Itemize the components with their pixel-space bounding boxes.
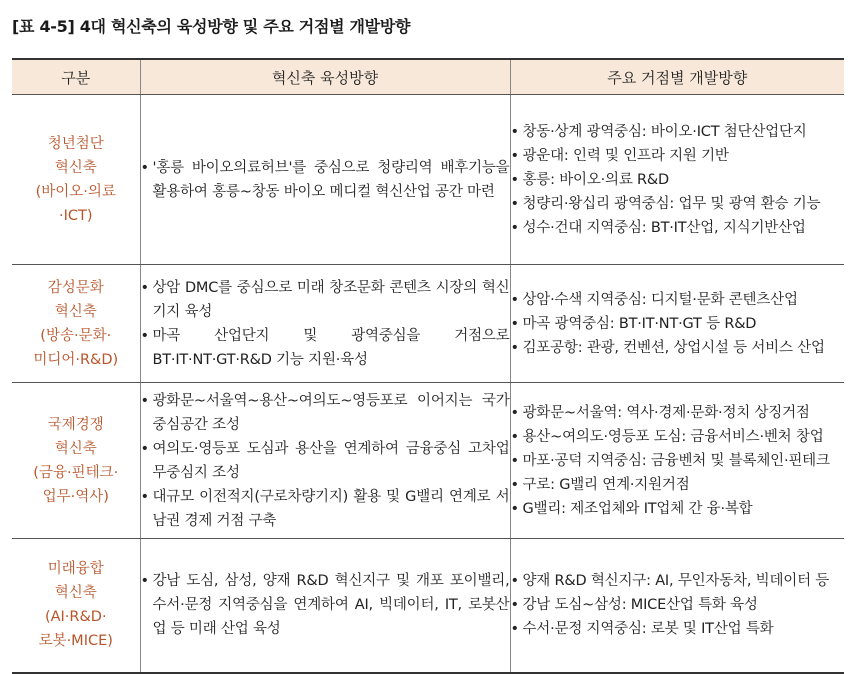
category-line: 혁신축 bbox=[54, 585, 97, 602]
category-line: (바이오·의료 bbox=[35, 183, 116, 200]
category-line: 혁신축 bbox=[54, 440, 97, 457]
direction-item: • 상암 DMC를 중심으로 미래 창조문화 콘텐츠 시장의 혁신기지 육성 bbox=[141, 276, 510, 324]
directions-cell bbox=[140, 95, 510, 265]
category-cell bbox=[12, 265, 140, 383]
category-line: 업무·역사) bbox=[42, 488, 109, 505]
category-line: (방송·문화· bbox=[40, 327, 112, 344]
category-line: 혁신축 bbox=[54, 159, 97, 176]
direction-item: • 여의도·영등포 도심과 용산을 연계하여 금융중심 고차업무중심지 조성 bbox=[141, 437, 510, 485]
category-line: 국제경쟁 bbox=[47, 416, 104, 433]
category-cell bbox=[12, 95, 140, 265]
hub-item: • 김포공항: 관광, 컨벤션, 상업시설 등 서비스 산업 bbox=[511, 336, 845, 360]
category-line: 감성문화 bbox=[47, 279, 104, 296]
direction-item: • 광화문~서울역~용산~여의도~영등포로 이어지는 국가중심공간 조성 bbox=[141, 389, 510, 437]
table-row bbox=[12, 383, 844, 539]
hub-item: • 수서·문정 지역중심: 로봇 및 IT산업 특화 bbox=[511, 617, 845, 641]
header-category: 구분 bbox=[12, 59, 140, 95]
category-line: 로봇·MICE) bbox=[38, 633, 113, 650]
category-cell bbox=[12, 539, 140, 673]
hub-item: • 양재 R&D 혁신지구: AI, 무인자동차, 빅데이터 등 bbox=[511, 569, 845, 593]
hub-item: • 마곡 광역중심: BT·IT·NT·GT 등 R&D bbox=[511, 312, 845, 336]
hub-item: • 용산~여의도·영등포 도심: 금융서비스·벤처 창업 bbox=[511, 425, 845, 449]
hubs-cell bbox=[510, 265, 844, 383]
table-caption: [표 4-5] 4대 혁신축의 육성방향 및 주요 거점별 개발방향 bbox=[12, 17, 411, 36]
hub-item: • G밸리: 제조업체와 IT업체 간 융·복합 bbox=[511, 497, 845, 521]
header-hubs: 주요 거점별 개발방향 bbox=[510, 59, 844, 95]
category-line: 미디어·R&D) bbox=[33, 351, 119, 368]
hub-item: • 창동·상계 광역중심: 바이오·ICT 첨단산업단지 bbox=[511, 120, 845, 144]
hub-item: • 광운대: 인력 및 인프라 지원 기반 bbox=[511, 144, 845, 168]
directions-cell bbox=[140, 265, 510, 383]
directions-cell bbox=[140, 539, 510, 673]
hub-item: • 홍릉: 바이오·의료 R&D bbox=[511, 168, 845, 192]
table-row bbox=[12, 265, 844, 383]
table-row bbox=[12, 539, 844, 673]
category-cell bbox=[12, 383, 140, 539]
hub-item: • 청량리·왕십리 광역중심: 업무 및 광역 환승 기능 bbox=[511, 192, 845, 216]
direction-item: • 강남 도심, 삼성, 양재 R&D 혁신지구 및 개포 포이밸리, 수서·문정 지역중심을 연계하여 AI, 빅데이터, IT, 로봇산업 등 미래 산업 육성 bbox=[141, 569, 510, 641]
hub-item: • 구로: G밸리 연계·지원거점 bbox=[511, 473, 845, 497]
category-line: 청년첨단 bbox=[47, 135, 104, 152]
directions-cell bbox=[140, 383, 510, 539]
direction-item: • 마곡 산업단지 및 광역중심을 거점으로 BT·IT·NT·GT·R&D 기능 지원·육성 bbox=[141, 324, 510, 372]
direction-item: • '홍릉 바이오의료허브'를 중심으로 청량리역 배후기능을 활용하여 홍릉~창동 바이오 메디컬 혁신산업 공간 마련 bbox=[141, 156, 510, 204]
hub-item: • 성수·건대 지역중심: BT·IT산업, 지식기반산업 bbox=[511, 216, 845, 240]
hubs-cell bbox=[510, 539, 844, 673]
hubs-cell bbox=[510, 383, 844, 539]
direction-item: • 대규모 이전적지(구로차량기지) 활용 및 G밸리 연계로 서남권 경제 거점 구축 bbox=[141, 485, 510, 533]
category-line: 혁신축 bbox=[54, 303, 97, 320]
category-line: (금융·핀테크· bbox=[33, 464, 119, 481]
category-line: 미래융합 bbox=[47, 561, 104, 578]
hubs-cell bbox=[510, 95, 844, 265]
category-line: ·ICT) bbox=[58, 207, 93, 224]
category-line: (AI·R&D· bbox=[44, 609, 107, 626]
hub-item: • 상암·수색 지역중심: 디지털·문화 콘텐츠산업 bbox=[511, 288, 845, 312]
table-row bbox=[12, 95, 844, 265]
header-directions: 혁신축 육성방향 bbox=[140, 59, 510, 95]
header-row bbox=[12, 59, 844, 95]
hub-item: • 마포·공덕 지역중심: 금융벤처 및 블록체인·핀테크 bbox=[511, 449, 845, 473]
hub-item: • 광화문~서울역: 역사·경제·문화·정치 상징거점 bbox=[511, 401, 845, 425]
development-table bbox=[12, 58, 844, 674]
hub-item: • 강남 도심~삼성: MICE산업 특화 육성 bbox=[511, 593, 845, 617]
